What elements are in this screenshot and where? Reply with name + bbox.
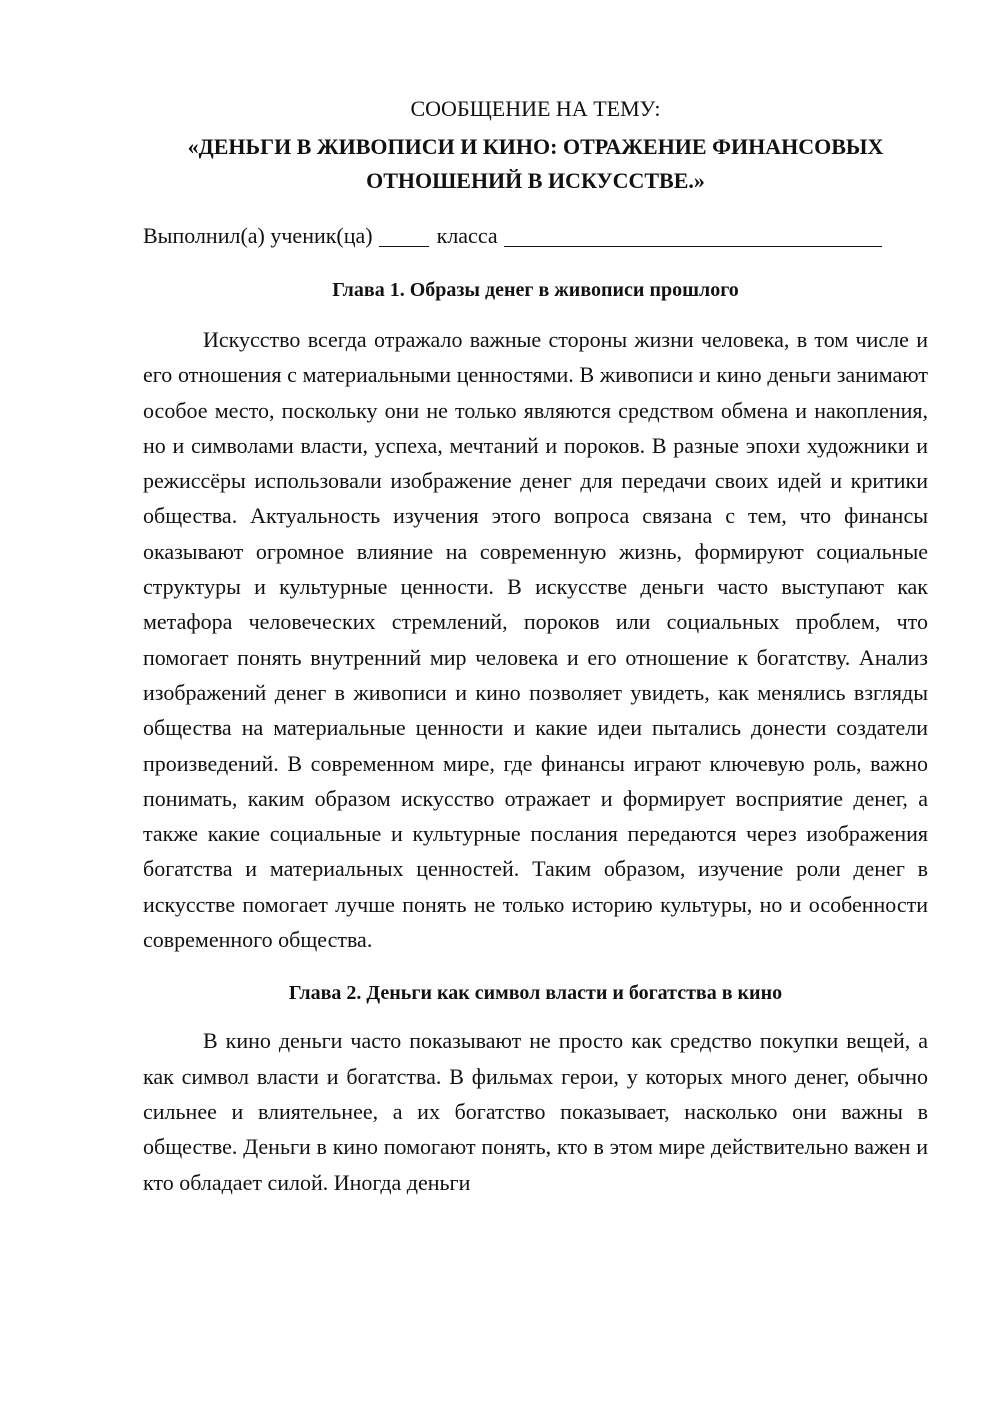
author-line — [143, 219, 928, 253]
class-label: класса — [436, 223, 498, 248]
document-title: «ДЕНЬГИ В ЖИВОПИСИ И КИНО: ОТРАЖЕНИЕ ФИНАНСОВЫХ ОТНОШЕНИЙ В ИСКУССТВЕ.» — [187, 134, 884, 193]
document-header: СООБЩЕНИЕ НА ТЕМУ: — [410, 96, 661, 121]
document-body — [143, 92, 928, 1200]
name-blank-line — [504, 222, 882, 247]
grade-blank-line — [379, 222, 429, 247]
chapter-1-heading: Глава 1. Образы денег в живописи прошлого — [332, 279, 739, 301]
chapter-2-paragraph: В кино деньги часто показывают не просто как средство покупки вещей, а как символ власти и богатства. В фильмах герои, у которых много денег, обычно сильнее и влиятельнее, а их богатство показывает, насколько они важны в обществе. Деньги в кино помогают понять, кто в этом мире действительно важен и кто обладает силой. Иногда деньги — [143, 1028, 928, 1195]
chapter-1-paragraph: Искусство всегда отражало важные стороны жизни человека, в том числе и его отношения с материальными ценностями. В живописи и кино деньги занимают особое место, поскольку они не только являются средством обмена и накопления, но и символами власти, успеха, мечтаний и пороков. В разные эпохи художники и режиссёры использовали изображение денег для передачи своих идей и критики общества. Актуальность изучения этого вопроса связана с тем, что финансы оказывают огромное влияние на современную жизнь, формируют социальные структуры и культурные ценности. В искусстве деньги часто выступают как метафора человеческих стремлений, пороков или социальных проблем, что помогает понять внутренний мир человека и его отношение к богатству. Анализ изображений денег в живописи и кино позволяет увидеть, как менялись взгляды общества на материальные ценности и какие идеи пытались донести создатели произведений. В современном мире, где финансы играют ключевую роль, важно понимать, каким образом искусство отражает и формирует восприятие денег, а также какие социальные и культурные послания передаются через изображения богатства и материальных ценностей. Таким образом, изучение роли денег в искусстве помогает лучше понять не только историю культуры, но и особенности современного общества. — [143, 327, 928, 953]
author-label: Выполнил(а) ученик(ца) — [143, 223, 373, 248]
chapter-2-heading: Глава 2. Деньги как символ власти и богатства в кино — [288, 982, 783, 1005]
